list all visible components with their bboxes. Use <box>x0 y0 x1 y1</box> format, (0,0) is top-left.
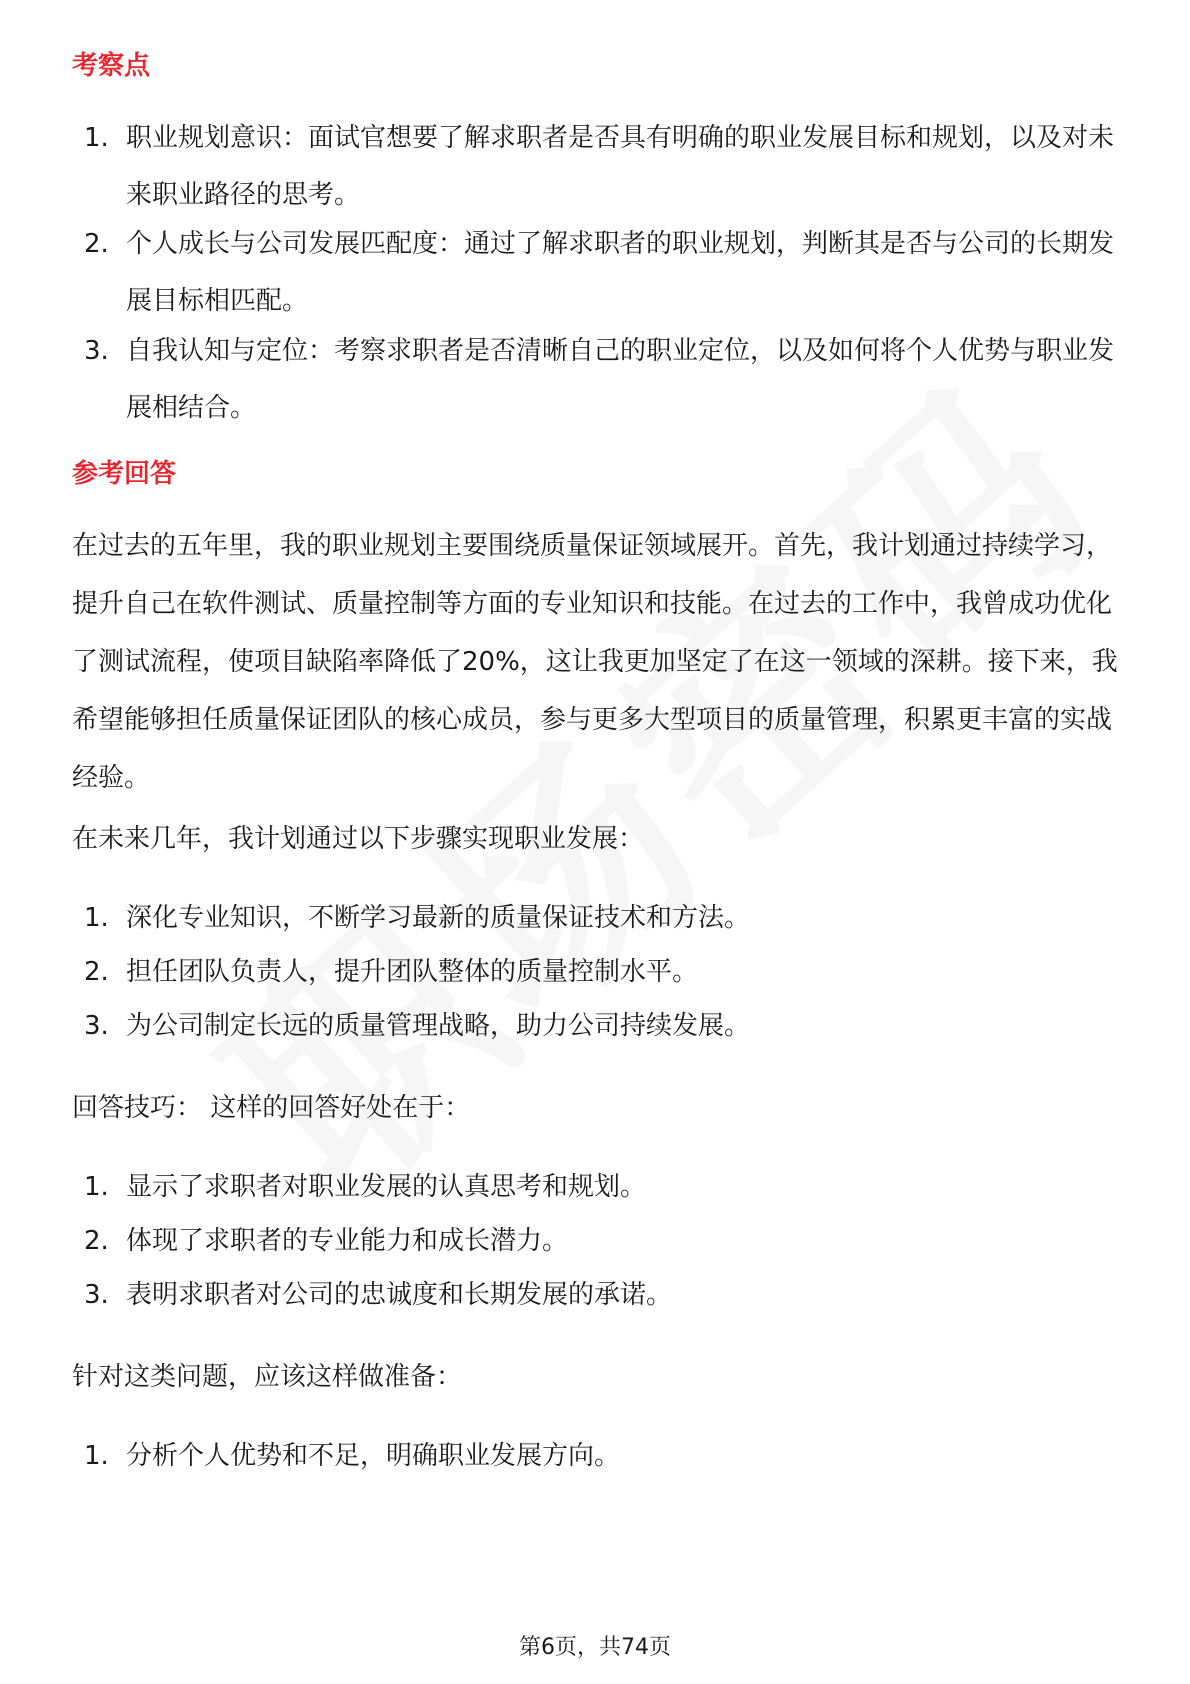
list-item <box>84 944 1122 1001</box>
list-item-number: 1. <box>84 1441 109 1471</box>
list-item-number: 3. <box>84 336 109 366</box>
tips-intro: 回答技巧： 这样的回答好处在于： <box>72 1093 471 1123</box>
section-title-reference-answer: 参考回答 <box>72 459 177 489</box>
list-item <box>84 1213 1122 1270</box>
list-item <box>84 1267 1122 1324</box>
steps-intro: 在未来几年，我计划通过以下步骤实现职业发展： <box>72 824 645 854</box>
list-item-number: 1. <box>84 123 109 153</box>
list-item-text: 分析个人优势和不足，明确职业发展方向。 <box>126 1441 621 1471</box>
section-title-exam-points: 考察点 <box>72 51 151 81</box>
list-item-text: 为公司制定长远的质量管理战略，助力公司持续发展。 <box>126 1011 751 1041</box>
list-item <box>84 323 1122 437</box>
answer-paragraph: 在过去的五年里，我的职业规划主要围绕质量保证领域展开。首先，我计划通过持续学习，提升自己在软件测试、质量控制等方面的专业知识和技能。在过去的工作中，我曾成功优化了测试流程，使项目缺陷率降低了20%，这让我更加坚定了在这一领域的深耕。接下来，我希望能够担任质量保证团队的核心成员，参与更多大型项目的质量管理，积累更丰富的实战经验。 <box>72 531 1118 793</box>
list-item <box>84 1428 1122 1485</box>
list-item-number: 3. <box>84 1280 109 1310</box>
list-item-number: 3. <box>84 1011 109 1041</box>
list-item-number: 1. <box>84 1172 109 1202</box>
list-item-text: 体现了求职者的专业能力和成长潜力。 <box>126 1226 569 1256</box>
list-item <box>84 216 1122 330</box>
list-item-number: 2. <box>84 1226 109 1256</box>
list-item-number: 2. <box>84 229 109 259</box>
list-item <box>84 110 1122 224</box>
list-item-text: 表明求职者对公司的忠诚度和长期发展的承诺。 <box>126 1280 673 1310</box>
list-item-text: 担任团队负责人，提升团队整体的质量控制水平。 <box>126 957 699 987</box>
list-item-text: 显示了求职者对职业发展的认真思考和规划。 <box>126 1172 647 1202</box>
list-item-number: 1. <box>84 903 109 933</box>
list-item <box>84 998 1122 1055</box>
list-item <box>84 1159 1122 1216</box>
list-item-text: 个人成长与公司发展匹配度：通过了解求职者的职业规划，判断其是否与公司的长期发展目标相匹配。 <box>126 229 1115 316</box>
list-item-text: 深化专业知识，不断学习最新的质量保证技术和方法。 <box>126 903 751 933</box>
page-number: 第6页，共74页 <box>519 1635 671 1660</box>
list-item-text: 自我认知与定位：考察求职者是否清晰自己的职业定位，以及如何将个人优势与职业发展相结合。 <box>126 336 1115 423</box>
list-item <box>84 890 1122 947</box>
list-item-number: 2. <box>84 957 109 987</box>
list-item-text: 职业规划意识：面试官想要了解求职者是否具有明确的职业发展目标和规划，以及对未来职业路径的思考。 <box>126 123 1115 210</box>
prep-intro: 针对这类问题，应该这样做准备： <box>72 1362 463 1392</box>
